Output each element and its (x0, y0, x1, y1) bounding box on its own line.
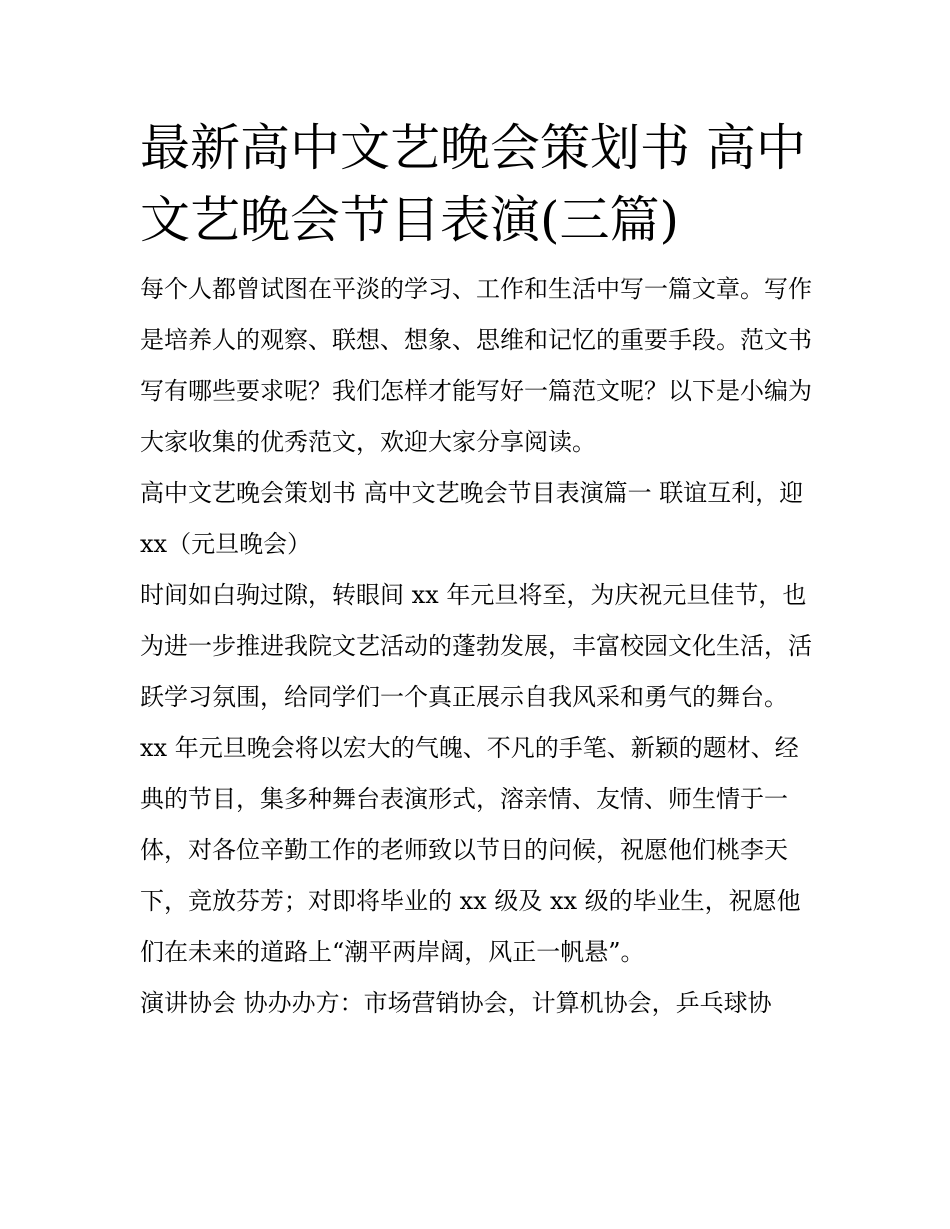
background-paragraph: 时间如白驹过隙，转眼间 xx 年元旦将至，为庆祝元旦佳节，也为进一步推进我院文艺活动的蓬勃发展，丰富校园文化生活，活跃学习氛围，给同学们一个真正展示自我风采和勇气的舞台。 (140, 581, 812, 711)
document-title: 最新高中文艺晚会策划书 高中文艺晚会节目表演(三篇) (140, 119, 806, 249)
theme-paragraph: xx 年元旦晚会将以宏大的气魄、不凡的手笔、新颖的题材、经典的节目，集多种舞台表演形式，溶亲情、友情、师生情于一体，对各位辛勤工作的老师致以节日的问候，祝愿他们桃李天下，竞放芬芳；对即将毕业的 xx 级及 xx 级的毕业生，祝愿他们在未来的道路上“潮平两岸阔，风正一帆悬”。 (140, 734, 801, 966)
document-body (140, 112, 816, 1029)
section-heading-paragraph: 高中文艺晚会策划书 高中文艺晚会节目表演篇一 联谊互利，迎 xx（元旦晚会） (140, 479, 804, 558)
organizers-paragraph: 演讲协会 协办办方：市场营销协会，计算机协会，乒乓球协 (140, 989, 772, 1017)
intro-paragraph: 每个人都曾试图在平淡的学习、工作和生活中写一篇文章。写作是培养人的观察、联想、想象、思维和记忆的重要手段。范文书写有哪些要求呢？我们怎样才能写好一篇范文呢？以下是小编为大家收集的优秀范文，欢迎大家分享阅读。 (140, 275, 812, 456)
